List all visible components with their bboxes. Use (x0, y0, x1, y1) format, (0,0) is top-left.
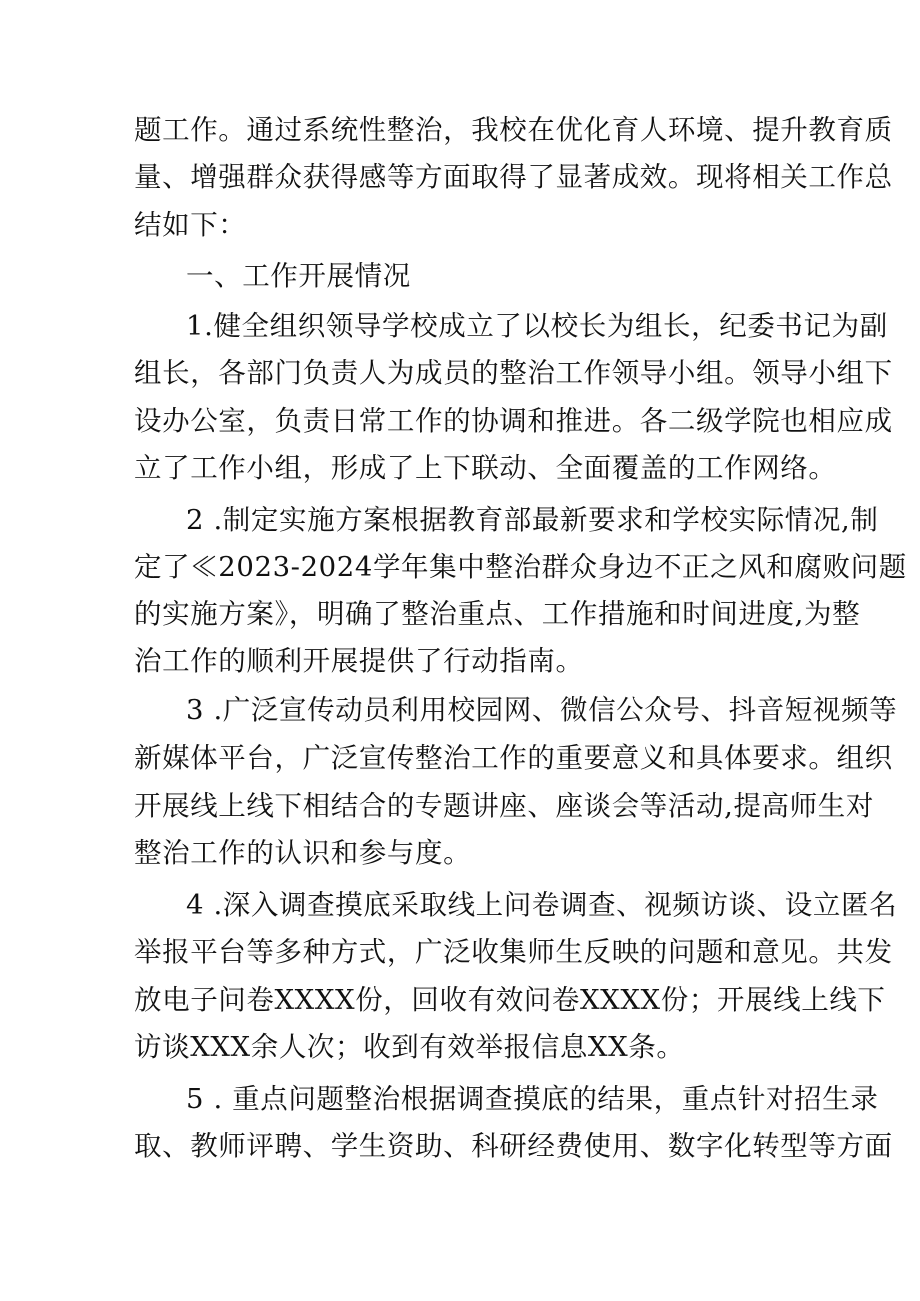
paragraph-line: 治工作的顺利开展提供了行动指南。 (134, 645, 584, 677)
paragraph-line: 组长，各部门负责人为成员的整治工作领导小组。领导小组下 (134, 357, 893, 389)
paragraph-line: 4 .深入调查摸底采取线上问卷调查、视频访谈、设立匿名 (186, 889, 898, 921)
paragraph-line: 定了≪2023-2024学年集中整治群众身边不正之风和腐败问题 (134, 551, 907, 583)
paragraph-line: 立了工作小组，形成了上下联动、全面覆盖的工作网络。 (134, 452, 837, 484)
paragraph-line: 举报平台等多种方式，广泛收集师生反映的问题和意见。共发 (134, 936, 893, 968)
paragraph-line: 3 .广泛宣传动员利用校园网、微信公众号、抖音短视频等 (186, 694, 898, 726)
paragraph-line: 放电子问卷XXXX份，回收有效问卷XXXX份；开展线上线下 (134, 984, 886, 1016)
paragraph-line: 5 . 重点问题整治根据调查摸底的结果，重点针对招生录 (186, 1083, 879, 1115)
paragraph-line: 1.健全组织领导学校成立了以校长为组长，纪委书记为副 (186, 310, 888, 342)
paragraph-line: 取、教师评聘、学生资助、科研经费使用、数字化转型等方面 (134, 1130, 893, 1162)
paragraph-line: 量、增强群众获得感等方面取得了显著成效。现将相关工作总 (134, 161, 893, 193)
paragraph-line: 新媒体平台，广泛宣传整治工作的重要意义和具体要求。组织 (134, 742, 893, 774)
paragraph-line: 设办公室，负责日常工作的协调和推进。各二级学院也相应成 (134, 405, 893, 437)
paragraph-line: 的实施方案》，明确了整治重点、工作措施和时间进度,为整 (134, 598, 861, 630)
paragraph-line: 整治工作的认识和参与度。 (134, 837, 472, 869)
paragraph-line: 开展线上线下相结合的专题讲座、座谈会等活动,提高师生对 (134, 790, 874, 822)
paragraph-line: 2 .制定实施方案根据教育部最新要求和学校实际情况,制 (186, 504, 879, 536)
paragraph-line: 访谈XXX余人次；收到有效举报信息XX条。 (134, 1031, 685, 1063)
section-heading: 一、工作开展情况 (186, 260, 411, 292)
paragraph-line: 题工作。通过系统性整治，我校在优化育人环境、提升教育质 (134, 114, 893, 146)
paragraph-line: 结如下： (134, 209, 247, 241)
